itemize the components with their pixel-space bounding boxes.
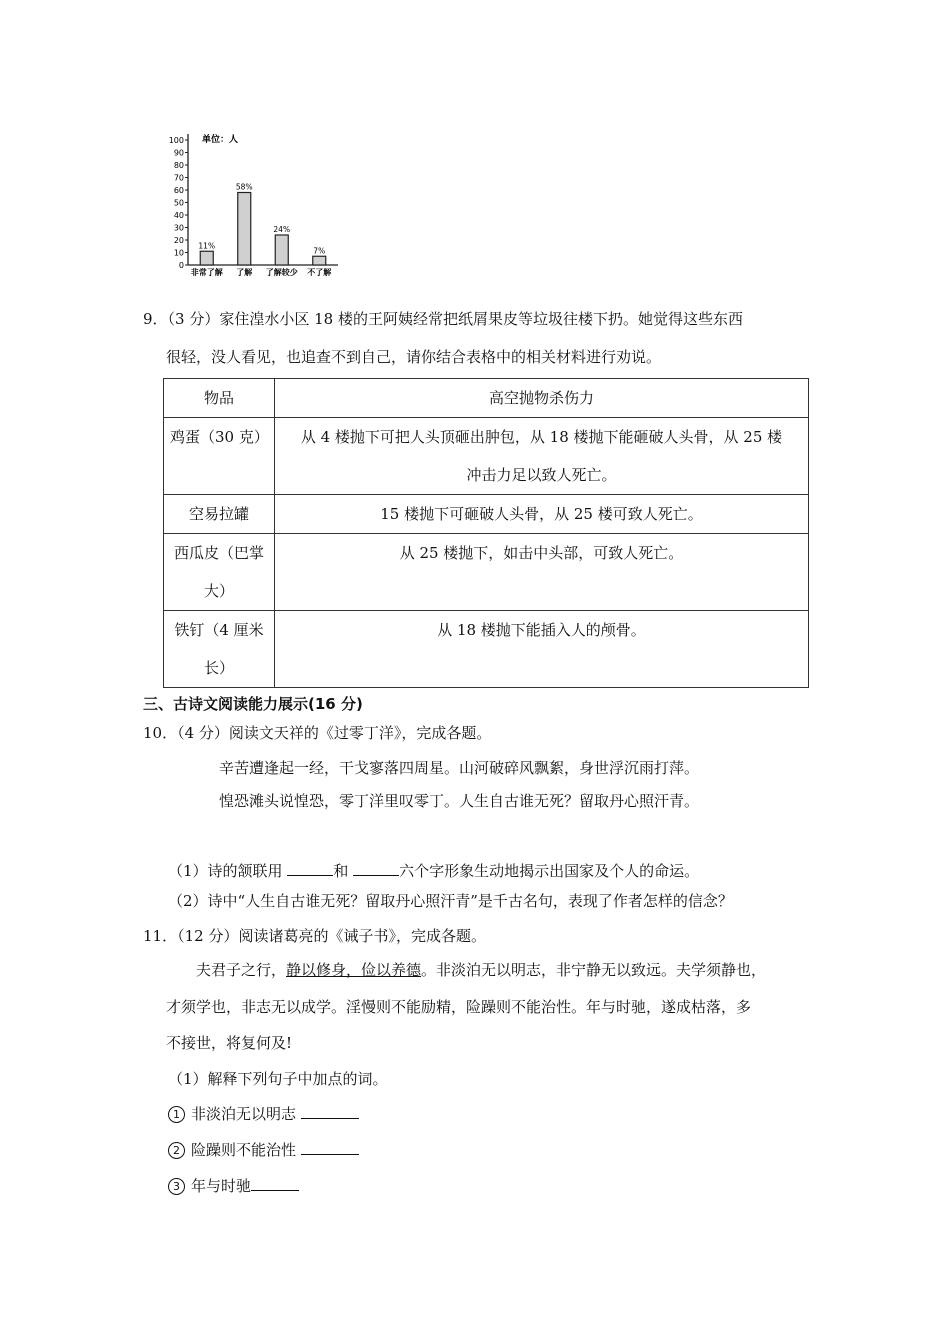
q11-item: 1 非淡泊无以明志 (168, 1104, 359, 1123)
table-header-lethality: 高空抛物杀伤力 (275, 379, 809, 418)
answer-blank[interactable] (301, 1104, 359, 1119)
y-tick-label: 0 (178, 261, 184, 270)
y-tick-label: 40 (173, 211, 184, 220)
q10-stem: 10．（4 分）阅读文天祥的《过零丁洋》，完成各题。 (143, 724, 492, 742)
bar (238, 193, 251, 266)
category-label: 了解较少 (265, 268, 298, 277)
table-cell-item: 空易拉罐 (164, 495, 275, 534)
q11-stem: 11．（12 分）阅读诸葛亮的《诫子书》，完成各题。 (143, 927, 486, 945)
q11-para-line3: 不接世，将复何及! (166, 1034, 293, 1052)
table-header-row (164, 379, 809, 418)
data-label: 58% (235, 182, 253, 192)
y-tick-label: 30 (173, 223, 184, 233)
q11-item: 2 险躁则不能治性 (168, 1140, 359, 1159)
y-tick-label: 90 (173, 148, 184, 158)
y-tick-label: 70 (173, 173, 184, 183)
bar (313, 256, 326, 265)
q9-stem-line1: 9．（3 分）家住湟水小区 18 楼的王阿姨经常把纸屑果皮等垃圾往楼下扔。她觉得这些东西 (143, 310, 743, 328)
category-label: 了解 (236, 268, 253, 277)
y-tick-label: 60 (173, 186, 184, 195)
y-tick-label: 50 (173, 198, 184, 208)
bars-group (191, 183, 332, 278)
table-cell-desc: 从 4 楼抛下可把人头顶砸出肿包，从 18 楼抛下能砸破人头骨，从 25 楼 冲击力足以致人死亡。 (275, 418, 809, 495)
table-row (164, 418, 809, 495)
poem-line-1: 辛苦遭逢起一经，干戈寥落四周星。山河破碎风飘絮，身世浮沉雨打萍。 (219, 759, 700, 777)
table-cell-item: 铁钉（4 厘米 长） (164, 611, 275, 688)
data-label: 7% (313, 246, 326, 256)
category-label: 不了解 (307, 268, 332, 277)
q11-item: 3 年与时驰 (168, 1176, 299, 1195)
table-row (164, 534, 809, 611)
poem-line-2: 惶恐滩头说惶恐，零丁洋里叹零丁。人生自古谁无死？留取丹心照汗青。 (219, 792, 700, 810)
chart-unit-label: 单位：人 (202, 135, 239, 145)
answer-blank[interactable] (251, 1176, 299, 1191)
circled-number: 2 (168, 1142, 185, 1159)
y-tick-label: 10 (173, 248, 184, 258)
q9-stem-line2: 很轻，没人看见，也追查不到自己，请你结合表格中的相关材料进行劝说。 (166, 348, 662, 366)
table-header-item: 物品 (164, 379, 275, 418)
answer-blank[interactable] (301, 1140, 359, 1155)
table-cell-item: 鸡蛋（30 克） (164, 418, 275, 495)
circled-number: 1 (168, 1106, 185, 1123)
q11-para-line1: 夫君子之行，静以修身，俭以养德。非淡泊无以明志，非宁静无以致远。夫学须静也， (196, 961, 767, 979)
q10-sub2: （2）诗中“人生自古谁无死？留取丹心照汗青”是千古名句，表现了作者怎样的信念？ (168, 892, 733, 910)
survey-bar-chart (160, 125, 345, 280)
q11-sub1: （1）解释下列句子中加点的词。 (168, 1070, 388, 1088)
table-row (164, 611, 809, 688)
circled-number: 3 (168, 1178, 185, 1195)
y-tick-label: 20 (173, 236, 184, 245)
bar (200, 251, 213, 265)
underlined-phrase: 静以修身，俭以养德 (286, 961, 422, 979)
answer-blank[interactable] (353, 861, 399, 876)
answer-blank[interactable] (287, 861, 333, 876)
data-label: 24% (273, 225, 291, 234)
table-cell-desc: 15 楼抛下可砸破人头骨，从 25 楼可致人死亡。 (275, 495, 809, 534)
y-tick-label: 100 (168, 136, 184, 145)
high-altitude-throwing-table (163, 378, 809, 688)
table-cell-item: 西瓜皮（巴掌 大） (164, 534, 275, 611)
q10-sub1: （1）诗的颔联用 和 六个字形象生动地揭示出国家及个人的命运。 (168, 862, 700, 880)
bar (275, 235, 288, 265)
section-title: 三、古诗文阅读能力展示(16 分) (143, 695, 363, 713)
y-tick-label: 80 (173, 161, 184, 170)
data-label: 11% (198, 241, 216, 251)
table-row (164, 495, 809, 534)
q11-para-line2: 才须学也，非志无以成学。淫慢则不能励精，险躁则不能治性。年与时驰，遂成枯落，多 (166, 998, 752, 1016)
category-label: 非常了解 (190, 268, 223, 277)
table-cell-desc: 从 18 楼抛下能插入人的颅骨。 (275, 611, 809, 688)
table-cell-desc: 从 25 楼抛下，如击中头部，可致人死亡。 (275, 534, 809, 611)
